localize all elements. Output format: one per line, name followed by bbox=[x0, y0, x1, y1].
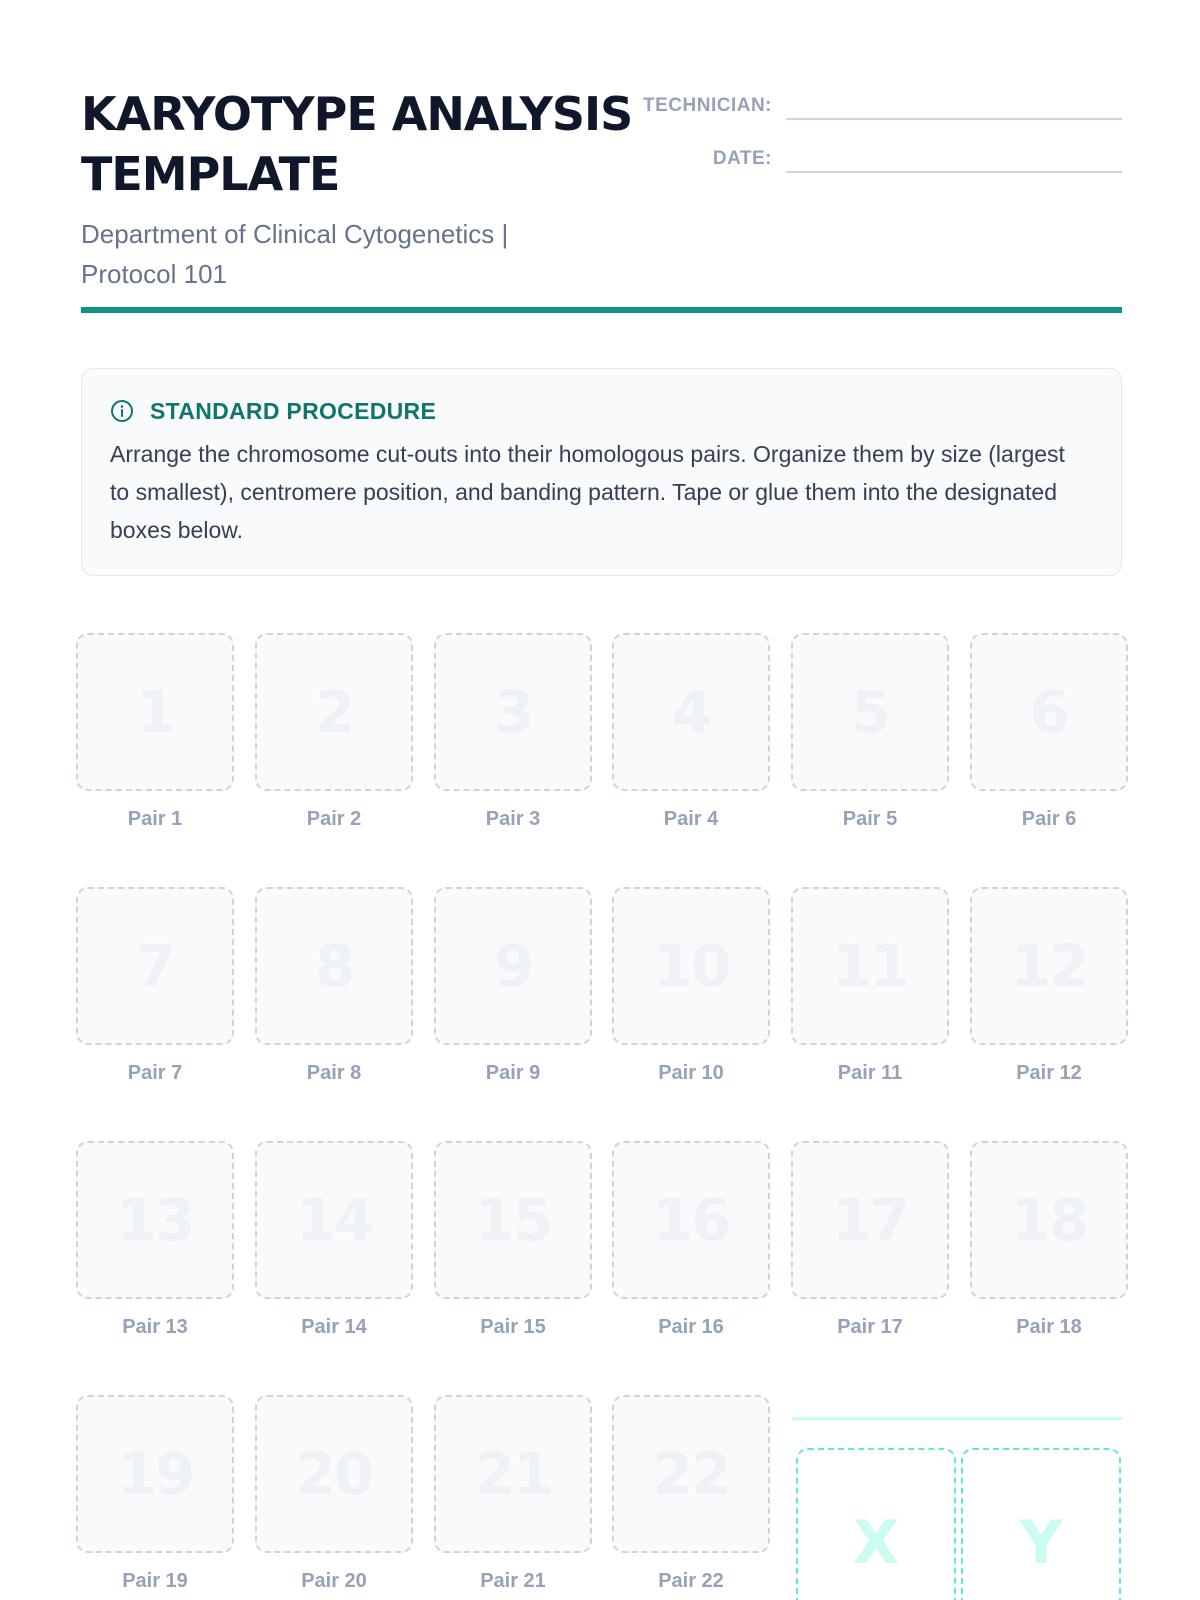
pair-cell bbox=[76, 1141, 234, 1340]
pair-label: Pair 18 bbox=[1016, 1316, 1082, 1338]
pair-box[interactable] bbox=[76, 1141, 234, 1299]
pair-box[interactable] bbox=[791, 1141, 949, 1299]
pair-cell bbox=[970, 887, 1128, 1086]
pair-box[interactable] bbox=[434, 1395, 592, 1553]
pair-cell bbox=[434, 633, 592, 832]
header-divider bbox=[81, 307, 1122, 313]
pair-cell bbox=[76, 633, 234, 832]
pair-label: Pair 22 bbox=[658, 1570, 724, 1592]
x-chromosome-label: X bbox=[852, 1508, 900, 1578]
page-subtitle: Department of Clinical Cytogenetics | Protocol 101 bbox=[81, 219, 509, 289]
pair-number: 12 bbox=[1010, 932, 1088, 1000]
pair-box[interactable] bbox=[791, 887, 949, 1045]
pair-box[interactable] bbox=[255, 633, 413, 791]
pair-number: 16 bbox=[652, 1186, 730, 1254]
pair-number: 8 bbox=[314, 932, 354, 1000]
pair-box[interactable] bbox=[76, 1395, 234, 1553]
y-chromosome-label: Y bbox=[1019, 1508, 1063, 1578]
pair-label: Pair 21 bbox=[480, 1570, 546, 1592]
pair-number: 10 bbox=[652, 932, 730, 1000]
pair-box[interactable] bbox=[255, 887, 413, 1045]
pair-box[interactable] bbox=[434, 887, 592, 1045]
date-label: DATE: bbox=[712, 148, 772, 169]
pair-cell bbox=[970, 633, 1128, 832]
pair-box[interactable] bbox=[970, 633, 1128, 791]
page-title: KARYOTYPE ANALYSIS TEMPLATE bbox=[81, 87, 633, 201]
pair-label: Pair 16 bbox=[658, 1316, 724, 1338]
pair-label: Pair 6 bbox=[1021, 808, 1077, 830]
date-field[interactable] bbox=[786, 137, 1122, 173]
pair-number: 9 bbox=[493, 932, 533, 1000]
pair-box[interactable] bbox=[255, 1141, 413, 1299]
pair-label: Pair 11 bbox=[837, 1062, 903, 1084]
technician-label: TECHNICIAN: bbox=[643, 95, 772, 116]
pair-label: Pair 8 bbox=[306, 1062, 362, 1084]
procedure-heading bbox=[110, 397, 1093, 425]
info-icon bbox=[110, 399, 134, 423]
x-chromosome-box[interactable] bbox=[796, 1448, 956, 1600]
y-chromosome-box[interactable] bbox=[961, 1448, 1121, 1600]
pair-label: Pair 5 bbox=[842, 808, 898, 830]
pair-label: Pair 3 bbox=[485, 808, 541, 830]
procedure-text: Arrange the chromosome cut-outs into their homologous pairs. Organize them by size (largest to smallest), centromere position, and banding pattern. Tape or glue them into the designated boxes below. bbox=[110, 441, 1065, 543]
pair-number: 4 bbox=[671, 678, 711, 746]
date-field-row bbox=[640, 137, 1122, 173]
procedure-title: STANDARD PROCEDURE bbox=[150, 397, 437, 424]
pair-label: Pair 15 bbox=[480, 1316, 546, 1338]
pair-box[interactable] bbox=[970, 887, 1128, 1045]
pair-box[interactable] bbox=[612, 887, 770, 1045]
technician-field[interactable] bbox=[786, 84, 1122, 120]
pair-label: Pair 12 bbox=[1016, 1062, 1082, 1084]
pair-cell bbox=[255, 1141, 413, 1340]
technician-field-row bbox=[640, 84, 1122, 120]
pair-number: 14 bbox=[295, 1186, 373, 1254]
sex-chromosome-divider bbox=[792, 1417, 1122, 1420]
pair-label: Pair 7 bbox=[127, 1062, 183, 1084]
pair-label: Pair 4 bbox=[663, 808, 719, 830]
header-fields bbox=[640, 84, 1122, 190]
pair-label: Pair 17 bbox=[837, 1316, 903, 1338]
pair-cell bbox=[434, 1395, 592, 1594]
pair-label: Pair 20 bbox=[301, 1570, 367, 1592]
pair-cell bbox=[612, 1395, 770, 1594]
pair-cell bbox=[791, 1141, 949, 1340]
pair-cell bbox=[76, 887, 234, 1086]
pair-number: 6 bbox=[1029, 678, 1069, 746]
pair-box[interactable] bbox=[76, 633, 234, 791]
pair-box[interactable] bbox=[434, 633, 592, 791]
pair-label: Pair 14 bbox=[301, 1316, 367, 1338]
pair-cell bbox=[255, 633, 413, 832]
pair-cell bbox=[970, 1141, 1128, 1340]
pair-number: 18 bbox=[1010, 1186, 1088, 1254]
pair-label: Pair 19 bbox=[122, 1570, 188, 1592]
pair-box[interactable] bbox=[255, 1395, 413, 1553]
procedure-box bbox=[81, 368, 1122, 576]
pair-box[interactable] bbox=[970, 1141, 1128, 1299]
pair-cell bbox=[255, 1395, 413, 1594]
pair-box[interactable] bbox=[434, 1141, 592, 1299]
pair-number: 19 bbox=[116, 1440, 194, 1508]
pair-number: 11 bbox=[831, 932, 909, 1000]
pair-number: 7 bbox=[135, 932, 175, 1000]
pair-label: Pair 1 bbox=[127, 808, 183, 830]
pair-label: Pair 2 bbox=[306, 808, 362, 830]
pair-box[interactable] bbox=[76, 887, 234, 1045]
pair-number: 21 bbox=[474, 1440, 552, 1508]
pair-number: 13 bbox=[116, 1186, 194, 1254]
pair-box[interactable] bbox=[612, 633, 770, 791]
pair-cell bbox=[434, 1141, 592, 1340]
pair-box[interactable] bbox=[791, 633, 949, 791]
pair-number: 17 bbox=[831, 1186, 909, 1254]
pair-number: 3 bbox=[493, 678, 533, 746]
pair-number: 5 bbox=[850, 678, 890, 746]
pair-cell bbox=[612, 1141, 770, 1340]
pair-cell bbox=[612, 887, 770, 1086]
pair-number: 20 bbox=[295, 1440, 373, 1508]
pair-number: 15 bbox=[474, 1186, 552, 1254]
pair-box[interactable] bbox=[612, 1141, 770, 1299]
pair-cell bbox=[76, 1395, 234, 1594]
pair-label: Pair 9 bbox=[485, 1062, 541, 1084]
pair-number: 2 bbox=[314, 678, 354, 746]
pair-label: Pair 13 bbox=[122, 1316, 188, 1338]
pair-box[interactable] bbox=[612, 1395, 770, 1553]
pair-cell bbox=[791, 633, 949, 832]
pair-cell bbox=[791, 887, 949, 1086]
pair-number: 1 bbox=[135, 678, 175, 746]
pair-cell bbox=[434, 887, 592, 1086]
pair-cell bbox=[255, 887, 413, 1086]
pair-label: Pair 10 bbox=[658, 1062, 724, 1084]
pair-number: 22 bbox=[652, 1440, 730, 1508]
pair-cell bbox=[612, 633, 770, 832]
